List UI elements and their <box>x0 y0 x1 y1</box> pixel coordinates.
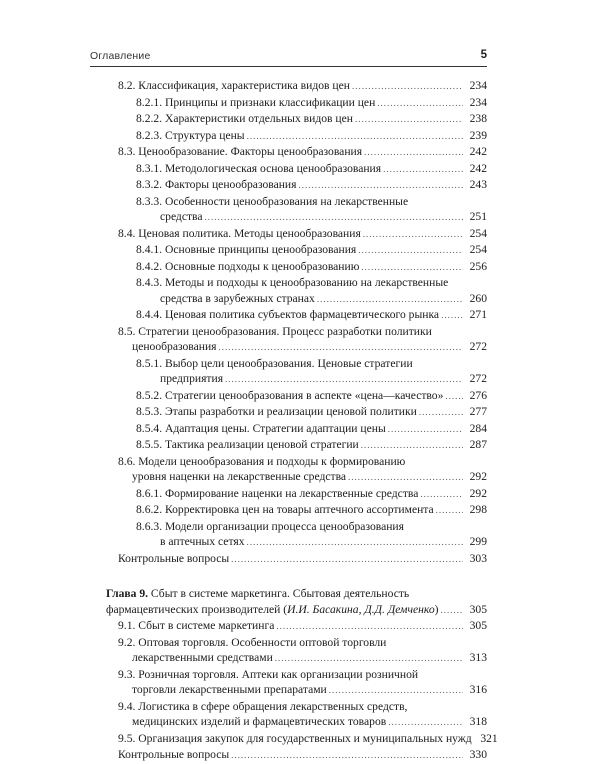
dot-leader <box>276 619 463 635</box>
entry-text-continuation: медицинских изделий и фармацевтических товаров <box>132 715 387 728</box>
entry-page-number: 272 <box>469 372 487 385</box>
entry-page-number: 305 <box>469 619 487 632</box>
entry-title: 8.6.2. Корректировка цен на товары аптечного ассортимента <box>136 503 434 516</box>
entry-page-number: 277 <box>469 405 487 418</box>
entry-page-number: 305 <box>469 602 487 616</box>
entry-text <box>136 388 443 404</box>
dot-leader <box>377 96 463 112</box>
entry-text <box>136 437 359 453</box>
entry-text <box>136 111 353 127</box>
entry-text: 8.4.3. Методы и подходы к ценообразованию на лекарственные <box>136 276 449 289</box>
entry-text <box>136 307 439 323</box>
dot-leader <box>231 552 463 568</box>
entry-text <box>132 650 273 666</box>
running-header <box>90 50 487 67</box>
toc-entry <box>0 324 600 356</box>
toc-line <box>136 502 487 519</box>
entry-text <box>160 209 203 225</box>
entry-page-number: 254 <box>469 243 487 256</box>
entry-text <box>136 161 381 177</box>
entry-title: Контрольные вопросы <box>118 748 230 761</box>
toc-line <box>136 128 487 145</box>
toc-line <box>118 78 487 95</box>
toc-line <box>160 534 487 551</box>
table-of-contents <box>0 78 600 764</box>
dot-leader <box>298 178 463 194</box>
toc-line <box>118 731 498 748</box>
entry-text <box>118 747 229 763</box>
toc-entry <box>0 635 600 667</box>
entry-text: 8.5. Стратегии ценообразования. Процесс разработки политики <box>118 324 432 338</box>
entry-text <box>160 534 245 550</box>
header-page-number: 5 <box>480 49 487 61</box>
header-title: Оглавление <box>90 50 151 62</box>
entry-page-number: 239 <box>469 128 487 142</box>
toc-entry <box>0 144 600 161</box>
dot-leader <box>205 210 463 226</box>
toc-entry <box>0 177 600 194</box>
dot-leader <box>355 112 463 128</box>
toc-entry <box>0 95 600 112</box>
toc-entry <box>0 259 600 276</box>
entry-text-continuation: лекарственными средствами <box>132 651 273 664</box>
entry-page-number: 284 <box>469 421 487 435</box>
toc-line <box>132 469 487 486</box>
toc-line <box>132 650 487 667</box>
toc-line <box>136 421 487 438</box>
entry-page-number: 234 <box>469 95 487 109</box>
dot-leader <box>361 438 463 454</box>
entry-text: 9.2. Оптовая торговля. Особенности оптовой торговли <box>118 635 387 649</box>
dot-leader <box>247 535 464 551</box>
entry-title: 8.3.1. Методологическая основа ценообразования <box>136 161 382 175</box>
entry-text <box>136 502 434 518</box>
entry-text <box>136 95 375 111</box>
entry-text <box>136 242 356 258</box>
entry-text-continuation: торговли лекарственными препаратами <box>132 683 327 696</box>
entry-text <box>136 177 296 193</box>
chapter-heading <box>0 586 600 618</box>
entry-text-continuation: ценообразования <box>132 340 217 353</box>
toc-entry <box>0 275 600 307</box>
entry-text <box>118 551 229 567</box>
toc-entry <box>0 667 600 699</box>
toc-entry <box>0 747 600 764</box>
toc-entry <box>0 111 600 128</box>
dot-leader <box>388 715 463 731</box>
dot-leader <box>441 603 463 619</box>
toc-entry <box>0 519 600 551</box>
toc-line <box>136 259 487 276</box>
entry-text <box>118 226 361 242</box>
toc-entry <box>0 731 600 748</box>
entry-text <box>132 714 386 730</box>
dot-leader <box>420 487 463 503</box>
entry-text-continuation: уровня наценки на лекарственные средства <box>132 470 347 483</box>
dot-leader <box>441 308 463 324</box>
entry-title: 8.2.2. Характеристики отдельных видов цен <box>136 112 353 125</box>
toc-entry <box>0 618 600 635</box>
entry-text-continuation: средства в зарубежных странах <box>160 291 315 305</box>
chapter-label: Глава 9. <box>106 587 149 600</box>
toc-line <box>160 371 487 388</box>
chapter-title-continuation: фармацевтических производителей ( <box>106 602 288 616</box>
toc-line <box>118 226 487 243</box>
toc-entry <box>0 454 600 486</box>
entry-title: 9.1. Сбыт в системе маркетинга <box>118 619 275 632</box>
entry-page-number: 271 <box>469 308 487 321</box>
dot-leader <box>225 372 463 388</box>
entry-text <box>118 144 362 160</box>
chapter-title: Сбыт в системе маркетинга. Сбытовая деятельность <box>148 587 410 600</box>
entry-text <box>132 469 346 485</box>
entry-page-number: 238 <box>469 112 487 125</box>
toc-entry <box>0 551 600 568</box>
entry-text <box>160 291 315 307</box>
entry-title: 8.6.1. Формирование наценки на лекарственные средства <box>136 486 419 500</box>
entry-text <box>136 128 245 144</box>
toc-line <box>136 437 487 454</box>
entry-page-number: 292 <box>469 486 487 500</box>
toc-line <box>136 388 487 405</box>
entry-text: 8.6. Модели ценообразования и подходы к формированию <box>118 454 406 468</box>
entry-text <box>118 78 350 94</box>
entry-title: 8.5.2. Стратегии ценообразования в аспекте «цена—качество» <box>136 388 444 402</box>
toc-entry <box>0 437 600 454</box>
entry-text <box>118 618 274 634</box>
toc-entry <box>0 388 600 405</box>
toc-entry <box>0 161 600 178</box>
toc-entry <box>0 226 600 243</box>
entry-text <box>118 731 472 747</box>
dot-leader <box>383 162 463 178</box>
entry-page-number: 234 <box>469 79 487 92</box>
entry-title: 8.4.1. Основные принципы ценообразования <box>136 243 357 256</box>
toc-entry <box>0 699 600 731</box>
entry-page-number: 243 <box>469 178 487 191</box>
entry-page-number: 287 <box>469 438 487 451</box>
toc-line <box>160 209 487 226</box>
toc-line <box>136 404 487 421</box>
closing-paren: ) <box>434 602 439 616</box>
toc-line <box>132 339 487 356</box>
entry-title: 9.5. Организация закупок для государственных и муниципальных нужд <box>118 731 472 745</box>
toc-entry <box>0 194 600 226</box>
dot-leader <box>436 503 463 519</box>
toc-entry <box>0 128 600 145</box>
entry-title: 8.2.1. Принципы и признаки классификации цен <box>136 95 376 109</box>
toc-line <box>136 111 487 128</box>
entry-text: 8.3.3. Особенности ценообразования на лекарственные <box>136 194 409 208</box>
entry-text: 8.5.1. Выбор цели ценообразования. Ценовые стратегии <box>136 356 413 370</box>
entry-page-number: 272 <box>469 340 487 353</box>
entry-text <box>132 339 217 355</box>
toc-line <box>136 95 487 112</box>
entry-title: 8.4. Ценовая политика. Методы ценообразования <box>118 226 361 240</box>
entry-title: 8.4.2. Основные подходы к ценообразованию <box>136 259 360 273</box>
chapter-authors: И.И. Басакина, Д.Д. Демченко <box>287 602 435 616</box>
dot-leader <box>275 651 463 667</box>
toc-line <box>136 307 487 324</box>
entry-page-number: 299 <box>469 535 487 548</box>
entry-page-number: 251 <box>469 210 487 223</box>
entry-text <box>136 404 417 420</box>
entry-title: 8.2. Классификация, характеристика видов цен <box>118 79 350 92</box>
entry-title: 8.4.4. Ценовая политика субъектов фармацевтического рынка <box>136 308 440 321</box>
entry-title: Контрольные вопросы <box>118 551 230 565</box>
entry-text <box>106 602 439 618</box>
toc-entry <box>0 307 600 324</box>
toc-line <box>136 177 487 194</box>
entry-page-number: 318 <box>469 715 487 728</box>
entry-page-number: 292 <box>469 470 487 483</box>
entry-page-number: 330 <box>469 748 487 761</box>
dot-leader <box>247 129 463 145</box>
toc-line <box>118 618 487 635</box>
toc-entry <box>0 486 600 503</box>
toc-line <box>118 747 487 764</box>
toc-line <box>132 714 487 731</box>
entry-text <box>132 682 327 698</box>
toc-line <box>160 291 487 308</box>
toc-entry <box>0 78 600 95</box>
entry-text: 9.3. Розничная торговля. Аптеки как организации розничной <box>118 667 419 681</box>
entry-page-number: 242 <box>469 145 487 158</box>
entry-text <box>136 421 386 437</box>
entry-page-number: 276 <box>469 388 487 402</box>
toc-line <box>136 161 487 178</box>
dot-leader <box>358 243 463 259</box>
entry-text <box>136 259 359 275</box>
toc-line <box>106 602 487 619</box>
dot-leader <box>219 340 463 356</box>
dot-leader <box>317 292 463 308</box>
entry-title: 8.3.2. Факторы ценообразования <box>136 178 297 191</box>
chapter-title-line <box>106 586 600 602</box>
entry-text-continuation: в аптечных сетях <box>160 535 245 548</box>
entry-text <box>136 486 418 502</box>
dot-leader <box>329 683 463 699</box>
dot-leader <box>231 748 463 764</box>
entry-page-number: 298 <box>469 503 487 516</box>
entry-text: 9.4. Логистика в сфере обращения лекарственных средств, <box>118 699 408 713</box>
entry-page-number: 316 <box>469 683 487 696</box>
dot-leader <box>445 389 463 405</box>
toc-entry <box>0 421 600 438</box>
dot-leader <box>348 470 463 486</box>
toc-line <box>132 682 487 699</box>
toc-entry <box>0 242 600 259</box>
dot-leader <box>352 79 463 95</box>
toc-line <box>136 486 487 503</box>
toc-entry <box>0 502 600 519</box>
toc-entry <box>0 404 600 421</box>
dot-leader <box>363 227 463 243</box>
entry-page-number: 242 <box>469 161 487 175</box>
entry-page-number: 303 <box>469 551 487 565</box>
entry-page-number: 256 <box>469 259 487 273</box>
entry-page-number: 321 <box>480 731 498 745</box>
entry-text-continuation: предприятия <box>160 372 224 385</box>
entry-text-continuation: средства <box>160 210 203 223</box>
entry-title: 8.5.4. Адаптация цены. Стратегии адаптации цены <box>136 421 386 435</box>
dot-leader <box>419 405 463 421</box>
dot-leader <box>361 260 463 276</box>
toc-line <box>118 144 487 161</box>
entry-page-number: 313 <box>469 651 487 664</box>
toc-line <box>136 242 487 259</box>
entry-page-number: 254 <box>469 226 487 240</box>
entry-text: 8.6.3. Модели организации процесса ценообразования <box>136 519 404 533</box>
entry-title: 8.3. Ценообразование. Факторы ценообразования <box>118 145 363 158</box>
entry-title: 8.2.3. Структура цены <box>136 128 245 142</box>
entry-title: 8.5.5. Тактика реализации ценовой стратегии <box>136 438 359 451</box>
toc-line <box>118 551 487 568</box>
toc-entry <box>0 356 600 388</box>
entry-text <box>160 371 223 387</box>
entry-title: 8.5.3. Этапы разработки и реализации ценовой политики <box>136 405 417 418</box>
dot-leader <box>388 422 463 438</box>
dot-leader <box>364 145 463 161</box>
entry-page-number: 260 <box>469 291 487 305</box>
